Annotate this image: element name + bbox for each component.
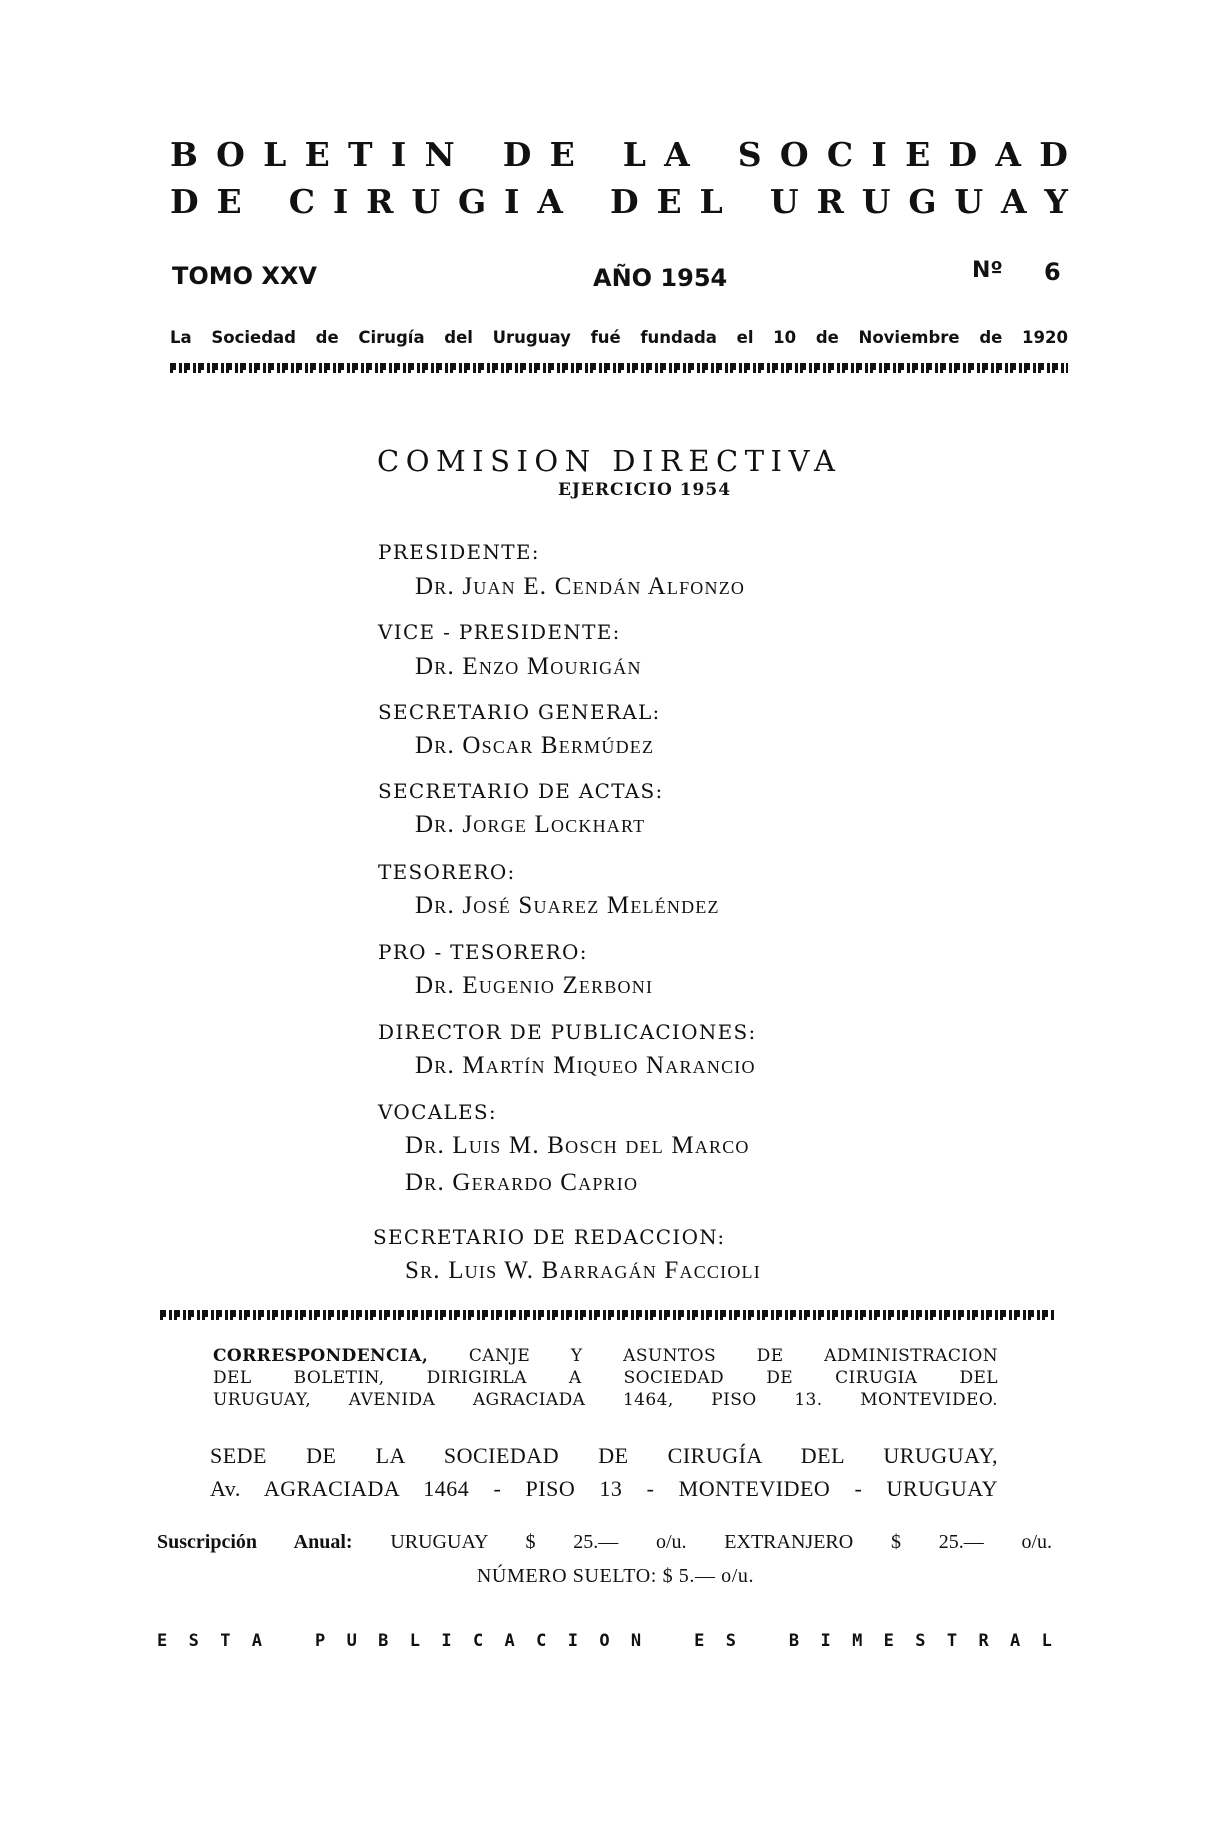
notice-letter: R: [978, 1631, 989, 1651]
role-pro-treasurer: PRO - TESORERO:: [378, 940, 588, 964]
notice-letter: C: [472, 1631, 484, 1651]
notice-letter: N: [630, 1631, 642, 1651]
title-letter: U: [769, 182, 799, 221]
notice-letter: A: [504, 1631, 515, 1651]
title-letter: N: [424, 135, 455, 174]
headquarters-line2: Av. AGRACIADA 1464 - PISO 13 - MONTEVIDEO - URUGUAY: [210, 1476, 998, 1501]
title-letter: E: [656, 182, 682, 221]
journal-title-line2: [170, 182, 1068, 221]
founded-word: de: [815, 328, 839, 347]
name-member: Dr. Gerardo Caprio: [405, 1169, 639, 1196]
notice-letter: A: [251, 1631, 263, 1651]
name-member: Dr. Luis M. Bosch del Marco: [405, 1132, 750, 1159]
notice-letter: C: [536, 1631, 547, 1651]
founded-word: Noviembre: [858, 328, 960, 347]
title-letter: E: [905, 135, 931, 174]
title-letter: D: [1039, 135, 1068, 174]
title-letter: I: [390, 135, 407, 174]
role-secretary-general: SECRETARIO GENERAL:: [378, 700, 661, 724]
correspondence-note-line2: DEL BOLETIN, DIRIGIRLA A SOCIEDAD DE CIRUGIA DEL: [213, 1368, 998, 1388]
title-letter: I: [504, 182, 520, 221]
founded-word: 10: [773, 328, 797, 347]
title-letter: [741, 182, 753, 221]
title-letter: B: [170, 135, 198, 174]
role-president: PRESIDENTE:: [378, 540, 540, 564]
commission-title: COMISION DIRECTIVA: [377, 444, 842, 478]
notice-letter: B: [378, 1631, 389, 1651]
notice-letter: E: [694, 1631, 705, 1651]
notice-letter: A: [1010, 1631, 1021, 1651]
name-secretary-minutes: Dr. Jorge Lockhart: [415, 811, 646, 838]
title-letter: [473, 135, 485, 174]
notice-letter: I: [441, 1631, 452, 1651]
ornamental-rule-top: [170, 363, 1068, 373]
volume-label: TOMO XXV: [172, 262, 317, 290]
founded-word: de: [315, 328, 339, 347]
correspondence-label: CORRESPONDENCIA,: [213, 1346, 429, 1366]
title-letter: [708, 135, 720, 174]
name-editorial-secretary: Sr. Luis W. Barragán Faccioli: [405, 1257, 761, 1284]
title-letter: I: [871, 135, 887, 174]
notice-letter: L: [1041, 1631, 1052, 1651]
title-letter: I: [332, 182, 349, 221]
title-letter: C: [826, 135, 854, 174]
title-letter: G: [458, 182, 487, 221]
role-editorial-secretary: SECRETARIO DE REDACCION:: [373, 1225, 726, 1249]
title-letter: A: [1000, 182, 1027, 221]
ornamental-rule-bottom: [160, 1310, 1055, 1320]
title-letter: L: [622, 135, 646, 174]
correspondence-note-line3: URUGUAY, AVENIDA AGRACIADA 1464, PISO 13. MONTEVIDEO.: [213, 1390, 998, 1410]
notice-letter: [757, 1631, 767, 1651]
title-letter: [581, 182, 593, 221]
bimonthly-notice: [157, 1631, 1052, 1651]
founded-word: La: [170, 328, 192, 347]
issue-number-label: Nº: [972, 258, 1003, 283]
title-letter: T: [348, 135, 373, 174]
notice-letter: T: [220, 1631, 231, 1651]
title-letter: [593, 135, 605, 174]
notice-letter: E: [157, 1631, 168, 1651]
notice-letter: [283, 1631, 293, 1651]
title-letter: A: [537, 182, 563, 221]
title-letter: D: [610, 182, 639, 221]
title-letter: R: [816, 182, 844, 221]
title-letter: O: [216, 135, 245, 174]
title-letter: O: [779, 135, 809, 174]
notice-letter: T: [946, 1631, 958, 1651]
notice-letter: I: [820, 1631, 831, 1651]
correspondence-text: CANJE Y ASUNTOS DE ADMINISTRACION: [468, 1346, 998, 1366]
commission-subtitle: EJERCICIO 1954: [557, 480, 732, 500]
title-letter: E: [216, 182, 242, 221]
title-letter: R: [366, 182, 394, 221]
single-issue-price: NÚMERO SUELTO: $ 5.— o/u.: [476, 1565, 755, 1587]
notice-letter: S: [725, 1631, 736, 1651]
title-letter: D: [170, 182, 199, 221]
title-letter: E: [549, 135, 575, 174]
role-secretary-minutes: SECRETARIO DE ACTAS:: [378, 779, 664, 803]
founded-word: 1920: [1022, 328, 1068, 347]
name-pro-treasurer: Dr. Eugenio Zerboni: [415, 972, 654, 999]
name-treasurer: Dr. José Suarez Meléndez: [415, 892, 720, 919]
title-letter: G: [908, 182, 937, 221]
name-publications-director: Dr. Martín Miqueo Narancio: [415, 1052, 756, 1079]
title-letter: C: [288, 182, 316, 221]
founded-word: Uruguay: [492, 328, 571, 347]
founded-word: fué: [590, 328, 621, 347]
title-letter: D: [502, 135, 532, 174]
title-letter: S: [737, 135, 762, 174]
title-letter: A: [664, 135, 690, 174]
subscription-prices: URUGUAY $ 25.— o/u. EXTRANJERO $ 25.— o/u.: [390, 1531, 1052, 1553]
role-treasurer: TESORERO:: [378, 860, 516, 884]
title-letter: U: [954, 182, 984, 221]
subscription-line: [157, 1531, 1052, 1554]
title-letter: D: [948, 135, 978, 174]
title-letter: E: [304, 135, 330, 174]
title-letter: U: [861, 182, 891, 221]
correspondence-note-line1: [213, 1345, 998, 1367]
founded-word: el: [736, 328, 754, 347]
notice-letter: L: [409, 1631, 420, 1651]
title-letter: U: [411, 182, 441, 221]
journal-title-line1: [170, 135, 1068, 174]
role-publications-director: DIRECTOR DE PUBLICACIONES:: [378, 1020, 757, 1044]
notice-letter: S: [188, 1631, 199, 1651]
notice-letter: M: [852, 1631, 863, 1651]
founded-word: del: [444, 328, 473, 347]
name-president: Dr. Juan E. Cendán Alfonzo: [415, 573, 746, 600]
subscription-label: Suscripción Anual:: [157, 1531, 353, 1553]
notice-letter: E: [883, 1631, 894, 1651]
notice-letter: P: [314, 1631, 326, 1651]
founded-word: fundada: [640, 328, 717, 347]
title-letter: A: [995, 135, 1021, 174]
role-members: VOCALES:: [378, 1100, 497, 1124]
notice-letter: I: [567, 1631, 578, 1651]
role-vice-president: VICE - PRESIDENTE:: [378, 620, 621, 644]
name-secretary-general: Dr. Oscar Bermúdez: [415, 732, 655, 759]
issue-number-value: 6: [1044, 258, 1061, 286]
notice-letter: [663, 1631, 673, 1651]
notice-letter: S: [915, 1631, 926, 1651]
title-letter: Y: [1044, 182, 1068, 221]
founded-word: de: [979, 328, 1003, 347]
notice-letter: U: [346, 1631, 357, 1651]
headquarters-line1: SEDE DE LA SOCIEDAD DE CIRUGÍA DEL URUGUAY,: [210, 1443, 998, 1468]
founded-word: Sociedad: [211, 328, 296, 347]
title-letter: [259, 182, 271, 221]
notice-letter: B: [788, 1631, 800, 1651]
name-vice-president: Dr. Enzo Mourigán: [415, 653, 642, 680]
title-letter: L: [263, 135, 287, 174]
year-label: AÑO 1954: [593, 264, 728, 292]
title-letter: L: [699, 182, 723, 221]
founded-word: Cirugía: [358, 328, 425, 347]
founded-statement: [170, 328, 1068, 347]
notice-letter: O: [599, 1631, 610, 1651]
